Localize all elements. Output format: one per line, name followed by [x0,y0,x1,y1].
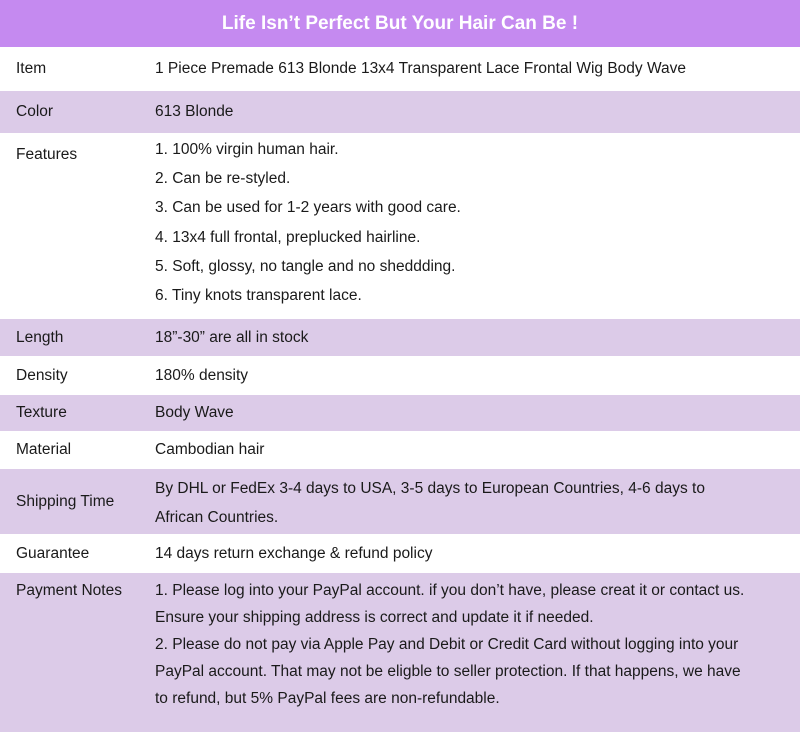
table-row-features [0,135,800,319]
table-row-guarantee [0,536,800,573]
row-value: Body Wave [155,404,234,421]
shipping-line: By DHL or FedEx 3-4 days to USA, 3-5 days to European Countries, 4-6 days to [155,480,705,497]
payment-line: 1. Please log into your PayPal account. if you don’t have, please creat it or contact us. [155,582,745,599]
row-value: 613 Blonde [155,103,234,120]
payment-line: PayPal account. That may not be eligble to seller protection. If that happens, we have [155,663,741,680]
row-value: 180% density [155,366,249,384]
table-row-color [0,91,800,135]
row-label: Density [16,366,68,384]
shipping-line: African Countries. [155,509,279,526]
row-label: Length [16,328,64,346]
features-list [138,135,800,317]
feature-line: 6. Tiny knots transparent lace. [155,286,362,304]
row-label: Color [16,103,54,120]
table-row-shipping-time [0,469,800,536]
table-row-length [0,319,800,358]
row-label: Features [16,146,78,163]
row-value: 1 Piece Premade 613 Blonde 13x4 Transparent Lace Frontal Wig Body Wave [155,60,687,77]
feature-line: 5. Soft, glossy, no tangle and no sheddding. [155,257,456,275]
payment-line: Ensure your shipping address is correct and update it if needed. [155,609,594,626]
shipping-text [138,469,800,534]
table-row-item [0,49,800,91]
row-label: Texture [16,404,67,421]
row-value: 18”-30” are all in stock [155,328,309,346]
row-label: Item [16,60,47,77]
feature-line: 2. Can be re-styled. [155,170,291,188]
table-row-material [0,433,800,469]
row-label: Material [16,441,72,458]
row-label: Payment Notes [16,582,122,599]
row-label: Guarantee [16,544,90,562]
feature-line: 4. 13x4 full frontal, preplucked hairline. [155,228,421,246]
table-row-texture [0,395,800,433]
table-row-density [0,358,800,395]
row-label: Shipping Time [16,492,115,510]
payment-notes-text [138,573,800,732]
table-row-payment-notes [0,573,800,734]
row-value: Cambodian hair [155,441,265,458]
row-value: 14 days return exchange & refund policy [155,544,433,562]
feature-line: 1. 100% virgin human hair. [155,141,339,158]
table-header-title: Life Isn’t Perfect But Your Hair Can Be ! [0,0,800,49]
payment-line: 2. Please do not pay via Apple Pay and Debit or Credit Card without logging into your [155,636,739,653]
feature-line: 3. Can be used for 1-2 years with good care. [155,199,461,217]
payment-line: to refund, but 5% PayPal fees are non-refundable. [155,690,500,707]
